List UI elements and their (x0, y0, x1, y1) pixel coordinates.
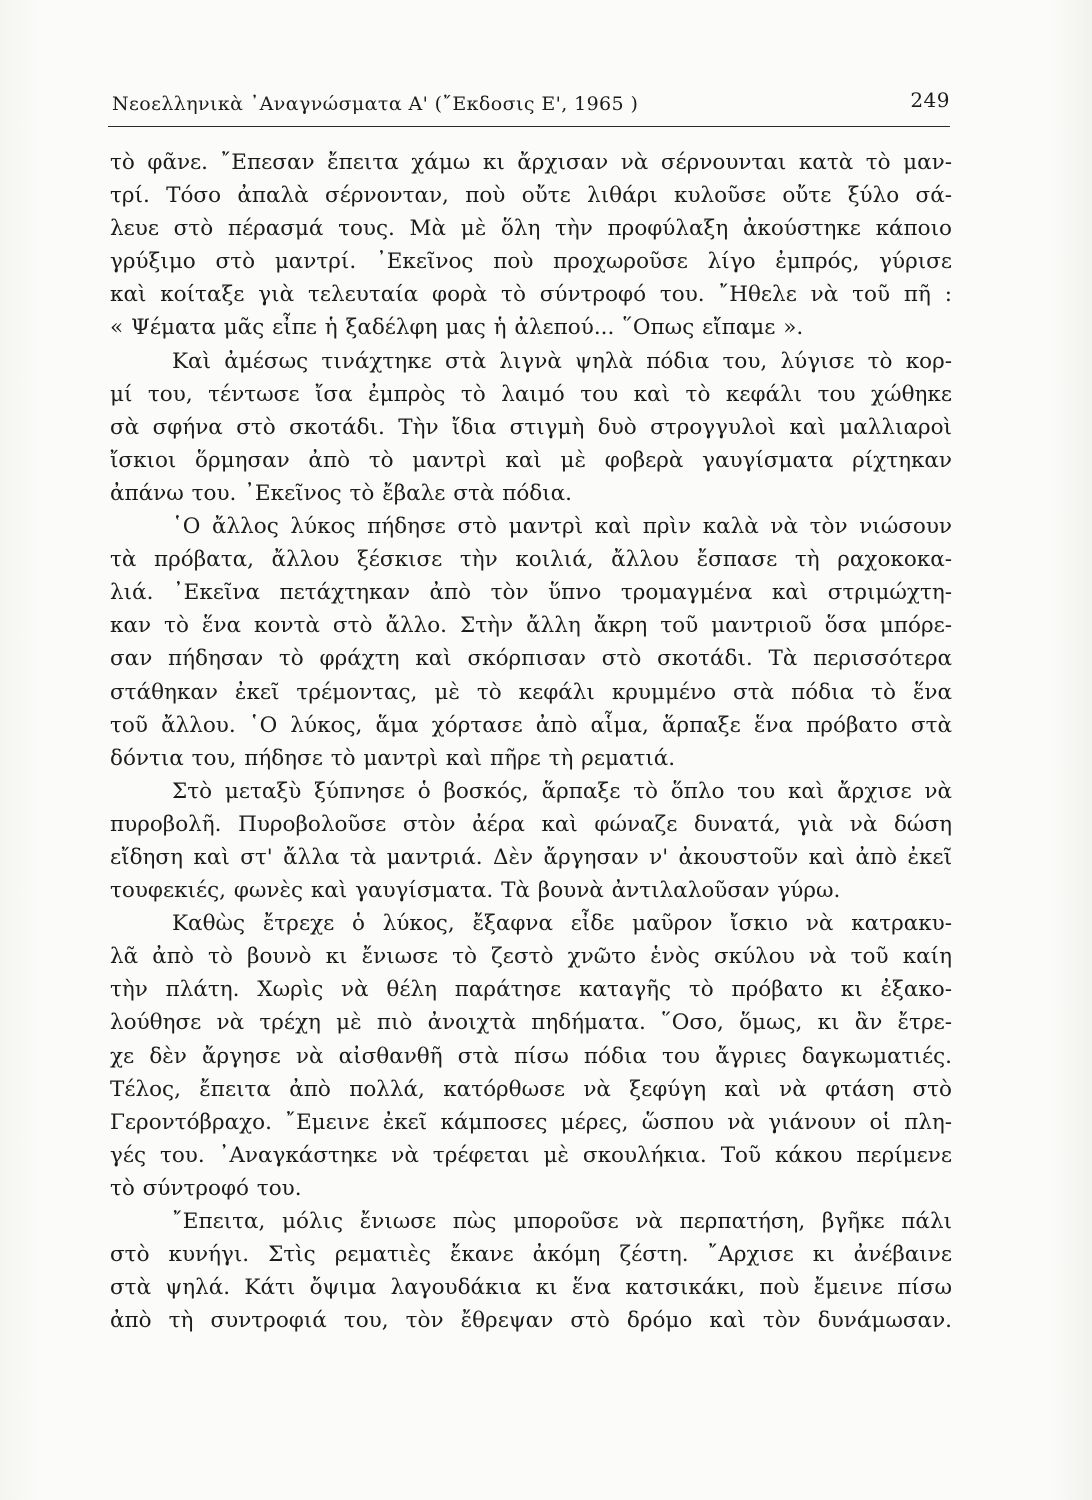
text-line: τουφεκιές, φωνὲς καὶ γαυγίσματα. Τὰ βουνὰ ἀντιλαλοῦσαν γύρω. (110, 878, 841, 904)
text-line: σαν πήδησαν τὸ φράχτη καὶ σκόρπισαν στὸ σκοτάδι. Τὰ περισσότερα (110, 646, 952, 672)
text-line: εἴδηση καὶ στ' ἄλλα τὰ μαντριά. Δὲν ἄργησαν ν' ἀκουστοῦν καὶ ἀπὸ ἐκεῖ (110, 844, 952, 870)
text-line: στὸ κυνήγι. Στὶς ρεματιὲς ἔκανε ἀκόμη ζέστη. ῎Αρχισε κι ἀνέβαινε (110, 1242, 952, 1268)
paragraph (110, 775, 952, 907)
text-line: Γεροντόβραχο. ῎Εμεινε ἐκεῖ κάμποσες μέρες, ὥσπου νὰ γιάνουν οἱ πλη- (110, 1109, 952, 1135)
text-line: Τέλος, ἔπειτα ἀπὸ πολλά, κατόρθωσε νὰ ξεφύγη καὶ νὰ φτάση στὸ (110, 1076, 952, 1102)
text-line: λευε στὸ πέρασμά τους. Μὰ μὲ ὅλη τὴν προφύλαξη ἀκούστηκε κάποιο (110, 216, 952, 242)
page-number: 249 (910, 88, 950, 112)
text-line: καν τὸ ἕνα κοντὰ στὸ ἄλλο. Στὴν ἄλλη ἄκρη τοῦ μαντριοῦ ὅσα μπόρε- (110, 613, 952, 639)
header-title: Νεοελληνικὰ ᾿Αναγνώσματα Α' (῎Εκδοσις Ε', 1965 ) (112, 93, 639, 115)
text-line: Καὶ ἀμέσως τινάχτηκε στὰ λιγνὰ ψηλὰ πόδια του, λύγισε τὸ κορ- (172, 348, 952, 374)
text-line: Καθὼς ἔτρεχε ὁ λύκος, ἔξαφνα εἶδε μαῦρον ἴσκιο νὰ κατρακυ- (172, 911, 952, 937)
paragraph (110, 345, 952, 510)
paragraph (110, 146, 952, 345)
text-line: γρύξιμο στὸ μαντρί. ᾿Εκεῖνος ποὺ προχωροῦσε λίγο ἐμπρός, γύρισε (110, 249, 952, 275)
text-line: τρί. Τόσο ἀπαλὰ σέρνονταν, ποὺ οὔτε λιθάρι κυλοῦσε οὔτε ξύλο σά- (110, 183, 952, 209)
header-rule (108, 126, 950, 127)
text-line: πυροβολῆ. Πυροβολοῦσε στὸν ἀέρα καὶ φώναζε δυνατά, γιὰ νὰ δώση (110, 811, 952, 837)
text-line: δόντια του, πήδησε τὸ μαντρὶ καὶ πῆρε τὴ ρεματιά. (110, 745, 676, 771)
running-header (108, 88, 950, 127)
text-line: λιά. ᾿Εκεῖνα πετάχτηκαν ἀπὸ τὸν ὕπνο τρομαγμένα καὶ στριμώχτη- (110, 580, 952, 606)
paragraph (110, 907, 952, 1205)
text-line: γές του. ᾿Αναγκάστηκε νὰ τρέφεται μὲ σκουλήκια. Τοῦ κάκου περίμενε (110, 1142, 952, 1168)
text-line: ἀπὸ τὴ συντροφιά του, τὸν ἔθρεψαν στὸ δρόμο καὶ τὸν δυνάμωσαν. (110, 1308, 952, 1334)
text-line: λᾶ ἀπὸ τὸ βουνὸ κι ἔνιωσε τὸ ζεστὸ χνῶτο ἑνὸς σκύλου νὰ τοῦ καίη (110, 944, 952, 970)
text-line: « Ψέματα μᾶς εἶπε ἡ ξαδέλφη μας ἡ ἀλεπού... ῞Οπως εἴπαμε ». (110, 315, 804, 341)
text-line: τὸ σύντροφό του. (110, 1175, 302, 1201)
text-line: τὰ πρόβατα, ἄλλου ξέσκισε τὴν κοιλιά, ἄλλου ἔσπασε τὴ ραχοκοκα- (110, 547, 952, 573)
text-line: ἀπάνω του. ᾿Εκεῖνος τὸ ἔβαλε στὰ πόδια. (110, 480, 573, 506)
text-line: λούθησε νὰ τρέχη μὲ πιὸ ἀνοιχτὰ πηδήματα. ῞Οσο, ὅμως, κι ἂν ἔτρε- (110, 1010, 952, 1036)
paragraph (110, 1205, 952, 1337)
text-line: Στὸ μεταξὺ ξύπνησε ὁ βοσκός, ἅρπαξε τὸ ὅπλο του καὶ ἄρχισε νὰ (172, 778, 952, 804)
text-line: ῎Επειτα, μόλις ἔνιωσε πὼς μποροῦσε νὰ περπατήση, βγῆκε πάλι (172, 1209, 952, 1234)
text-line: χε δὲν ἄργησε νὰ αἰσθανθῆ στὰ πίσω πόδια του ἄγριες δαγκωματιές. (110, 1043, 952, 1069)
text-line: σὰ σφήνα στὸ σκοτάδι. Τὴν ἴδια στιγμὴ δυὸ στρογγυλοὶ καὶ μαλλιαροὶ (110, 414, 952, 440)
text-line: ῾Ο ἄλλος λύκος πήδησε στὸ μαντρὶ καὶ πρὶν καλὰ νὰ τὸν νιώσουν (172, 514, 952, 540)
text-line: τοῦ ἄλλου. ῾Ο λύκος, ἅμα χόρτασε ἀπὸ αἷμα, ἅρπαξε ἕνα πρόβατο στὰ (110, 712, 952, 738)
text-line: στὰ ψηλά. Κάτι ὄψιμα λαγουδάκια κι ἕνα κατσικάκι, ποὺ ἔμεινε πίσω (110, 1275, 952, 1301)
text-line: ἴσκιοι ὅρμησαν ἀπὸ τὸ μαντρὶ καὶ μὲ φοβερὰ γαυγίσματα ρίχτηκαν (110, 447, 952, 473)
text-line: μί του, τέντωσε ἴσα ἐμπρὸς τὸ λαιμό του καὶ τὸ κεφάλι του χώθηκε (110, 381, 952, 407)
paragraph (110, 510, 952, 775)
text-line: καὶ κοίταξε γιὰ τελευταία φορὰ τὸ σύντροφό του. ῎Ηθελε νὰ τοῦ πῆ : (110, 282, 952, 308)
text-line: τὴν πλάτη. Χωρὶς νὰ θέλη παράτησε καταγῆς τὸ πρόβατο κι ἐξακο- (110, 977, 952, 1003)
text-line: στάθηκαν ἐκεῖ τρέμοντας, μὲ τὸ κεφάλι κρυμμένο στὰ πόδια τὸ ἕνα (110, 679, 952, 705)
body-text (110, 146, 952, 1337)
text-line: τὸ φᾶνε. ῎Επεσαν ἔπειτα χάμω κι ἄρχισαν νὰ σέρνουνται κατὰ τὸ μαν- (110, 150, 952, 175)
